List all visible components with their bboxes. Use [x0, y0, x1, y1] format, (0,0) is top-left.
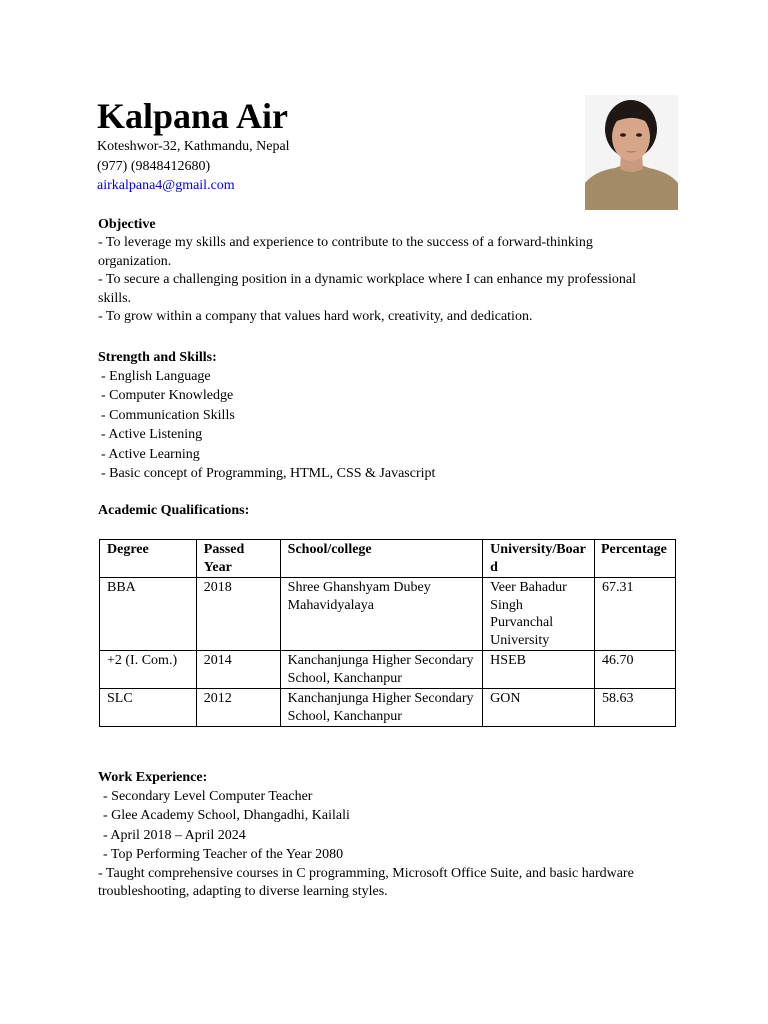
table-cell: 2018 [196, 578, 280, 651]
skill-item: - English Language [101, 369, 211, 384]
table-cell: 2014 [196, 651, 280, 689]
objective-section [98, 215, 658, 327]
table-cell: Kanchanjunga Higher Secondary School, Kanchanpur [280, 651, 483, 689]
candidate-name: Kalpana Air [97, 96, 289, 136]
academic-section [98, 501, 249, 520]
column-header: Percentage [595, 540, 676, 578]
table-cell: 67.31 [595, 578, 676, 651]
skill-item: - Active Learning [101, 446, 200, 462]
work-description: - Taught comprehensive courses in C programming, Microsoft Office Suite, and basic hardware troubleshooting, adapting to diverse learning styles. [98, 865, 634, 899]
contact-block [97, 137, 290, 196]
table-cell: 46.70 [595, 651, 676, 689]
work-heading: Work Experience: [98, 770, 208, 785]
phone: (977) (9848412680) [97, 158, 211, 174]
address: Koteshwor-32, Kathmandu, Nepal [97, 139, 290, 154]
table-cell: HSEB [483, 651, 595, 689]
work-section [98, 768, 698, 901]
objective-heading: Objective [98, 217, 156, 232]
skill-item: - Communication Skills [101, 407, 235, 423]
work-item: - Secondary Level Computer Teacher [103, 789, 313, 804]
objective-line: - To secure a challenging position in a dynamic workplace where I can enhance my professional skills. [98, 272, 636, 306]
column-header: Passed Year [196, 540, 280, 578]
work-item: - Top Performing Teacher of the Year 2080 [103, 847, 344, 863]
objective-line: - To leverage my skills and experience to contribute to the success of a forward-thinking organization. [98, 235, 593, 269]
profile-photo [585, 95, 678, 210]
table-cell: 58.63 [595, 689, 676, 727]
skill-item: - Computer Knowledge [101, 388, 234, 404]
table-header-row [100, 540, 676, 578]
skills-heading: Strength and Skills: [98, 350, 217, 365]
email-link[interactable]: airkalpana4@gmail.com [97, 178, 235, 193]
table-row [100, 689, 676, 727]
objective-line: - To grow within a company that values hard work, creativity, and dedication. [98, 309, 533, 324]
work-item: - April 2018 – April 2024 [103, 827, 246, 843]
skill-item: - Basic concept of Programming, HTML, CSS & Javascript [101, 466, 436, 482]
table-cell: +2 (I. Com.) [100, 651, 197, 689]
skill-item: - Active Listening [101, 427, 203, 443]
table-cell: BBA [100, 578, 197, 651]
table-cell: SLC [100, 689, 197, 727]
skills-section [98, 348, 435, 483]
academic-heading: Academic Qualifications: [98, 503, 250, 518]
work-list [98, 787, 698, 865]
column-header: Degree [100, 540, 197, 578]
table-row [100, 578, 676, 651]
column-header: School/college [280, 540, 483, 578]
academic-table [99, 539, 676, 727]
table-cell: Kanchanjunga Higher Secondary School, Kanchanpur [280, 689, 483, 727]
work-item: - Glee Academy School, Dhangadhi, Kailali [103, 808, 350, 824]
table-row [100, 651, 676, 689]
column-header: University/Board [483, 540, 595, 578]
table-cell: 2012 [196, 689, 280, 727]
skills-list [98, 367, 435, 483]
portrait-image [585, 95, 678, 210]
table-cell: Veer Bahadur Singh Purvanchal University [483, 578, 595, 651]
table-cell: GON [483, 689, 595, 727]
table-cell: Shree Ghanshyam Dubey Mahavidyalaya [280, 578, 483, 651]
